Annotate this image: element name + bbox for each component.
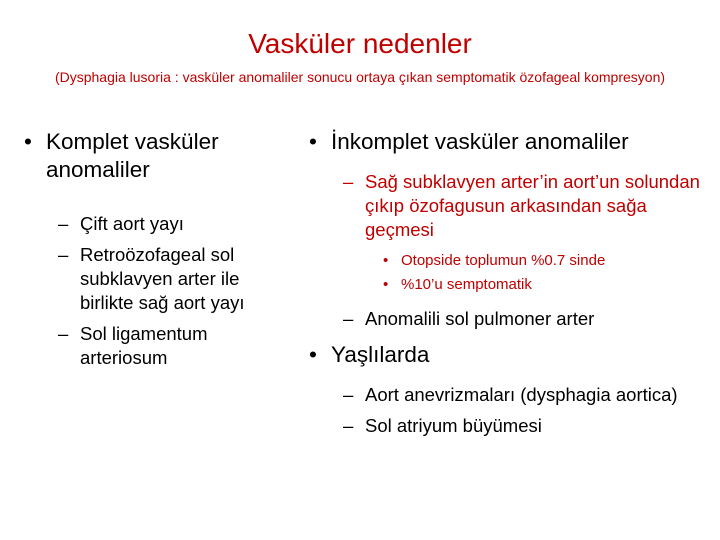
bullet-dot-icon: •	[309, 342, 317, 367]
sub-sub-bullet	[305, 249, 705, 273]
bullet-dot-icon: •	[383, 276, 389, 293]
sub-sub-bullet	[305, 273, 705, 297]
bullet-dot-icon: •	[383, 252, 389, 269]
bullet-dot-icon: •	[24, 129, 32, 154]
bullet-text: Yaşlılarda	[331, 342, 430, 367]
slide-subtitle: (Dysphagia lusoria : vasküler anomaliler sonucu ortaya çıkan semptomatik özofageal kompresyon)	[54, 69, 666, 85]
sub-bullet-text: Çift aort yayı	[80, 213, 184, 234]
sub-bullet	[20, 243, 290, 315]
dash-icon: –	[58, 244, 69, 265]
sub-bullet-text: Anomalili sol pulmoner arter	[365, 308, 595, 329]
dash-icon: –	[343, 308, 354, 329]
sub-bullet	[20, 212, 290, 236]
bullet-dot-icon: •	[309, 129, 317, 154]
sub-bullet	[305, 307, 705, 331]
sub-bullet	[305, 383, 705, 407]
bullet-komplet	[20, 128, 290, 184]
sub-bullet	[305, 414, 705, 438]
sub-bullet-text: Sol ligamentum arteriosum	[80, 323, 208, 368]
bullet-inkomplet	[305, 128, 705, 156]
bullet-yaslilarda	[305, 341, 705, 369]
dash-icon: –	[58, 323, 69, 344]
sub-bullet	[20, 322, 290, 370]
sub-bullet-text: Sağ subklavyen arter’in aort’un solundan çıkıp özofagusun arkasından sağa geçmesi	[365, 171, 700, 240]
sub-bullet-text: Aort anevrizmaları (dysphagia aortica)	[365, 384, 678, 405]
sub-sub-bullet-text: %10’u semptomatik	[401, 276, 532, 293]
slide-title: Vasküler nedenler	[248, 28, 472, 59]
dash-icon: –	[343, 415, 354, 436]
bullet-text: Komplet vasküler anomaliler	[46, 129, 219, 182]
sub-bullet-text: Sol atriyum büyümesi	[365, 415, 542, 436]
left-column	[20, 128, 290, 377]
sub-bullet-highlight	[305, 170, 705, 242]
dash-icon: –	[343, 384, 354, 405]
sub-bullet-text: Retroözofageal sol subklavyen arter ile birlikte sağ aort yayı	[80, 244, 245, 313]
right-column	[305, 128, 705, 445]
dash-icon: –	[343, 171, 354, 192]
bullet-text: İnkomplet vasküler anomaliler	[331, 129, 629, 154]
dash-icon: –	[58, 213, 69, 234]
sub-sub-bullet-text: Otopside toplumun %0.7 sinde	[401, 252, 606, 269]
